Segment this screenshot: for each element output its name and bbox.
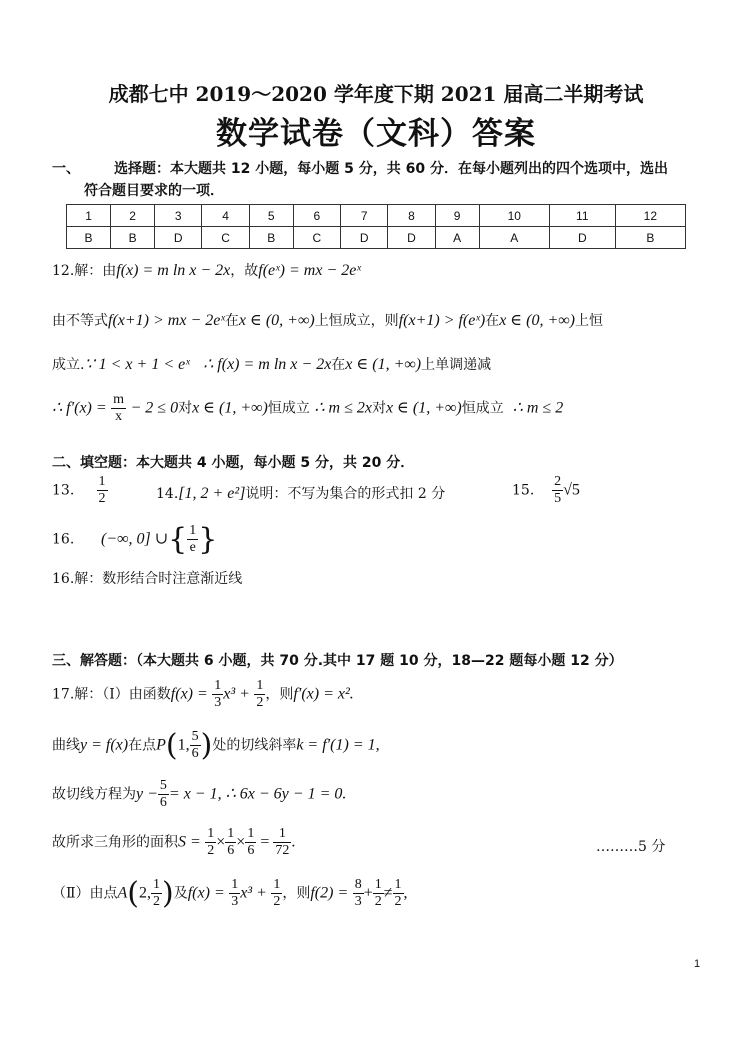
- formula: y −: [136, 785, 158, 803]
- text-span: 由不等式: [52, 313, 108, 329]
- q17-line2: 曲线y = f(x)在点P(1, $\frac{5}{6}$ )处的切线斜率k = f′(1) = 1,: [52, 728, 380, 763]
- question-number: 13.: [52, 482, 75, 499]
- section1-number: 一、: [52, 161, 80, 177]
- formula: f(x+1) > f(eˣ): [398, 312, 486, 329]
- table-cell: 10: [479, 205, 549, 227]
- table-cell: 5: [249, 205, 293, 227]
- table-cell: 9: [435, 205, 479, 227]
- formula: ∵ 1 < x + 1 < eˣ: [84, 356, 190, 373]
- section1-heading: 选择题：本大题共 12 小题，每小题 5 分，共 60 分．在每小题列出的四个选项中，选出: [114, 161, 668, 177]
- table-cell: 6: [293, 205, 340, 227]
- table-cell: D: [341, 227, 388, 249]
- formula: 1,: [177, 736, 190, 754]
- fraction: [190, 729, 201, 762]
- table-cell: B: [615, 227, 685, 249]
- table-cell: 11: [549, 205, 615, 227]
- text-span: 成立.: [52, 357, 85, 373]
- formula: (−∞, 0] ∪: [100, 530, 169, 548]
- q12-line3: [52, 354, 491, 374]
- fraction: [151, 877, 162, 910]
- q12-line1: [52, 260, 361, 280]
- question-number: 14.: [156, 486, 179, 502]
- text-span: 17.解：（Ⅰ）由函数: [52, 686, 171, 703]
- table-cell: A: [435, 227, 479, 249]
- question-number: 16.: [52, 531, 75, 548]
- denominator: 2: [207, 843, 215, 858]
- page-number: 1: [694, 958, 701, 970]
- denominator: 6: [247, 843, 255, 858]
- formula: x ∈ (1, +∞): [345, 356, 422, 373]
- table-cell: 12: [615, 205, 685, 227]
- denominator: 2: [374, 894, 382, 909]
- table-cell: 4: [202, 205, 249, 227]
- formula: x ∈ (0, +∞): [499, 312, 576, 329]
- denominator: 2: [98, 491, 106, 506]
- text-span: 在: [485, 313, 500, 329]
- fraction: [225, 826, 236, 859]
- section2-heading: 二、填空题：本大题共 4 小题，每小题 5 分，共 20 分．: [52, 455, 415, 471]
- formula: y = f(x): [80, 736, 129, 754]
- q16-note: 16.解：数形结合时注意渐近线: [52, 571, 243, 587]
- numerator: 1: [273, 877, 281, 892]
- formula: x³ +: [223, 685, 250, 703]
- text-span: 恒成立: [461, 400, 504, 417]
- fraction: [229, 877, 240, 910]
- formula: f(x+1) > mx − 2eˣ: [108, 312, 225, 329]
- fraction: [393, 877, 404, 910]
- table-cell: D: [388, 227, 435, 249]
- formula: f(x) =: [187, 884, 225, 902]
- fraction: [353, 877, 364, 910]
- text-span: （Ⅱ）由点: [52, 885, 118, 902]
- fraction: [158, 778, 169, 811]
- score-marker: ………5 分: [596, 839, 666, 855]
- text-span: 上恒成立，则: [314, 313, 399, 329]
- text-span: ，则: [265, 686, 294, 703]
- fraction: [97, 474, 108, 507]
- numerator: 1: [227, 826, 235, 841]
- fraction: [212, 678, 223, 711]
- formula: √5: [563, 481, 580, 499]
- q14-answer: [156, 483, 445, 503]
- numerator: 5: [159, 778, 167, 793]
- formula: A: [117, 884, 128, 902]
- numerator: 1: [189, 523, 197, 538]
- formula: f(x) =: [170, 685, 208, 703]
- fraction: [271, 877, 282, 910]
- denominator: x: [115, 409, 123, 424]
- numerator: 1: [256, 678, 264, 693]
- fraction: [187, 523, 198, 556]
- fraction: [111, 392, 126, 425]
- text-span: 在点: [128, 737, 157, 754]
- formula: P: [156, 736, 166, 754]
- answer-table: [66, 204, 686, 249]
- text-span: 对: [178, 400, 193, 417]
- text-span: 对: [371, 400, 386, 417]
- denominator: 2: [256, 695, 264, 710]
- text-span: 在: [331, 357, 346, 373]
- answer-title: 数学试卷（文科）答案: [216, 116, 536, 152]
- numerator: 8: [354, 877, 362, 892]
- formula: x³ +: [240, 884, 267, 902]
- numerator: 1: [231, 877, 239, 892]
- text-span: 处的切线斜率: [212, 737, 297, 754]
- section3-heading: 三、解答题：（本大题共 6 小题，共 70 分.其中 17 题 10 分，18—22 题每小题 12 分）: [52, 653, 623, 669]
- text-span: 上单调递减: [421, 357, 492, 373]
- formula: x ∈ (1, +∞): [385, 399, 462, 417]
- numerator: 1: [247, 826, 255, 841]
- table-cell: B: [67, 227, 111, 249]
- formula: [1, 2 + e²]: [178, 485, 246, 502]
- text-span: ，则: [282, 885, 311, 902]
- section1-heading-cont: 符合题目要求的一项．: [84, 183, 224, 199]
- formula: x ∈ (1, +∞): [192, 399, 268, 417]
- denominator: 6: [191, 746, 199, 761]
- q17-line4: 故所求三角形的面积S = $\frac{1}{2}$ × $\frac{1}{6}$ × $\frac{1}{6}$ = $\frac{1}{72}$ .: [52, 826, 296, 858]
- formula: f′(x) = x².: [293, 685, 354, 703]
- text-span: ，故: [230, 263, 259, 279]
- numerator: 1: [394, 877, 402, 892]
- text-span: 恒成立: [267, 400, 310, 417]
- denominator: 2: [153, 894, 161, 909]
- formula: ∴ m ≤ 2: [512, 399, 564, 417]
- table-cell: C: [293, 227, 340, 249]
- numerator: 1: [273, 826, 291, 843]
- table-cell: B: [249, 227, 293, 249]
- q17-line3: [52, 778, 346, 811]
- fraction: [373, 877, 384, 910]
- q17-line1: [52, 678, 354, 711]
- formula: ∴ f(x) = m ln x − 2x: [203, 356, 332, 373]
- note: 说明：不写为集合的形式扣 2 分: [245, 486, 446, 502]
- denominator: 6: [159, 795, 167, 810]
- text-span: 及: [173, 885, 188, 902]
- table-cell: 8: [388, 205, 435, 227]
- numerator: 1: [153, 877, 161, 892]
- table-cell: A: [479, 227, 549, 249]
- table-cell: 2: [111, 205, 155, 227]
- denominator: 3: [354, 894, 362, 909]
- formula: 2,: [139, 884, 152, 902]
- table-cell: 1: [67, 205, 111, 227]
- numerator: 1: [374, 877, 382, 892]
- q15-answer: [512, 474, 580, 507]
- formula: f(2) =: [310, 884, 349, 902]
- table-cell: D: [155, 227, 202, 249]
- denominator: 3: [231, 894, 239, 909]
- q12-line2: [52, 310, 603, 330]
- numerator: m: [113, 392, 125, 407]
- q16-answer: 16. (−∞, 0] ∪{ $\frac{1}{e}$ }: [52, 522, 218, 557]
- numerator: 1: [207, 826, 215, 841]
- q13-answer: [52, 474, 108, 507]
- answer-table-number-row: [67, 205, 686, 227]
- text-span: 曲线: [52, 737, 80, 754]
- numerator: 1: [98, 474, 106, 489]
- table-cell: B: [111, 227, 155, 249]
- formula: ∴ m ≤ 2x: [314, 399, 372, 417]
- question-number: 15.: [512, 482, 535, 499]
- denominator: 72: [275, 843, 290, 858]
- fraction: [552, 474, 563, 507]
- fraction: [245, 826, 256, 859]
- numerator: 5: [191, 729, 199, 744]
- denominator: 3: [214, 695, 222, 710]
- numerator: 1: [214, 678, 222, 693]
- formula: = x − 1, ∴ 6x − 6y − 1 = 0.: [168, 785, 347, 803]
- table-cell: C: [202, 227, 249, 249]
- text-span: 在: [224, 313, 239, 329]
- table-cell: 3: [155, 205, 202, 227]
- text-span: 上恒: [575, 313, 604, 329]
- formula: ∴ f′(x) =: [52, 399, 107, 417]
- fraction: [254, 678, 265, 711]
- formula: − 2 ≤ 0: [130, 399, 179, 417]
- denominator: 5: [554, 491, 562, 506]
- numerator: 2: [554, 474, 562, 489]
- formula: f(eˣ) = mx − 2eˣ: [258, 262, 361, 279]
- denominator: 6: [227, 843, 235, 858]
- denominator: 2: [394, 894, 402, 909]
- fraction: [273, 826, 291, 859]
- formula: k = f′(1) = 1,: [296, 736, 380, 754]
- answer-table-answer-row: [67, 227, 686, 249]
- table-cell: 7: [341, 205, 388, 227]
- q17-line5: （Ⅱ）由点A(2, $\frac{1}{2}$ )及f(x) = $\frac{1}{3}$ x³ + $\frac{1}{2}$ ，则f(2) = $\frac{8}{3}$ + $\frac{1}{2}$ ≠ $\frac{1}{2}$ ,: [52, 876, 408, 911]
- exam-title: 成都七中 2019～2020 学年度下期 2021 届高二半期考试: [108, 82, 644, 106]
- text-span: 12.解：由: [52, 263, 117, 279]
- q12-line4: [52, 392, 563, 425]
- text-span: 故切线方程为: [52, 786, 136, 803]
- formula: x ∈ (0, +∞): [238, 312, 315, 329]
- formula: S =: [178, 833, 201, 851]
- text-span: 故所求三角形的面积: [52, 834, 178, 851]
- formula: f(x) = m ln x − 2x: [116, 262, 231, 279]
- table-cell: D: [549, 227, 615, 249]
- denominator: e: [189, 540, 196, 555]
- fraction: [205, 826, 216, 859]
- denominator: 2: [273, 894, 281, 909]
